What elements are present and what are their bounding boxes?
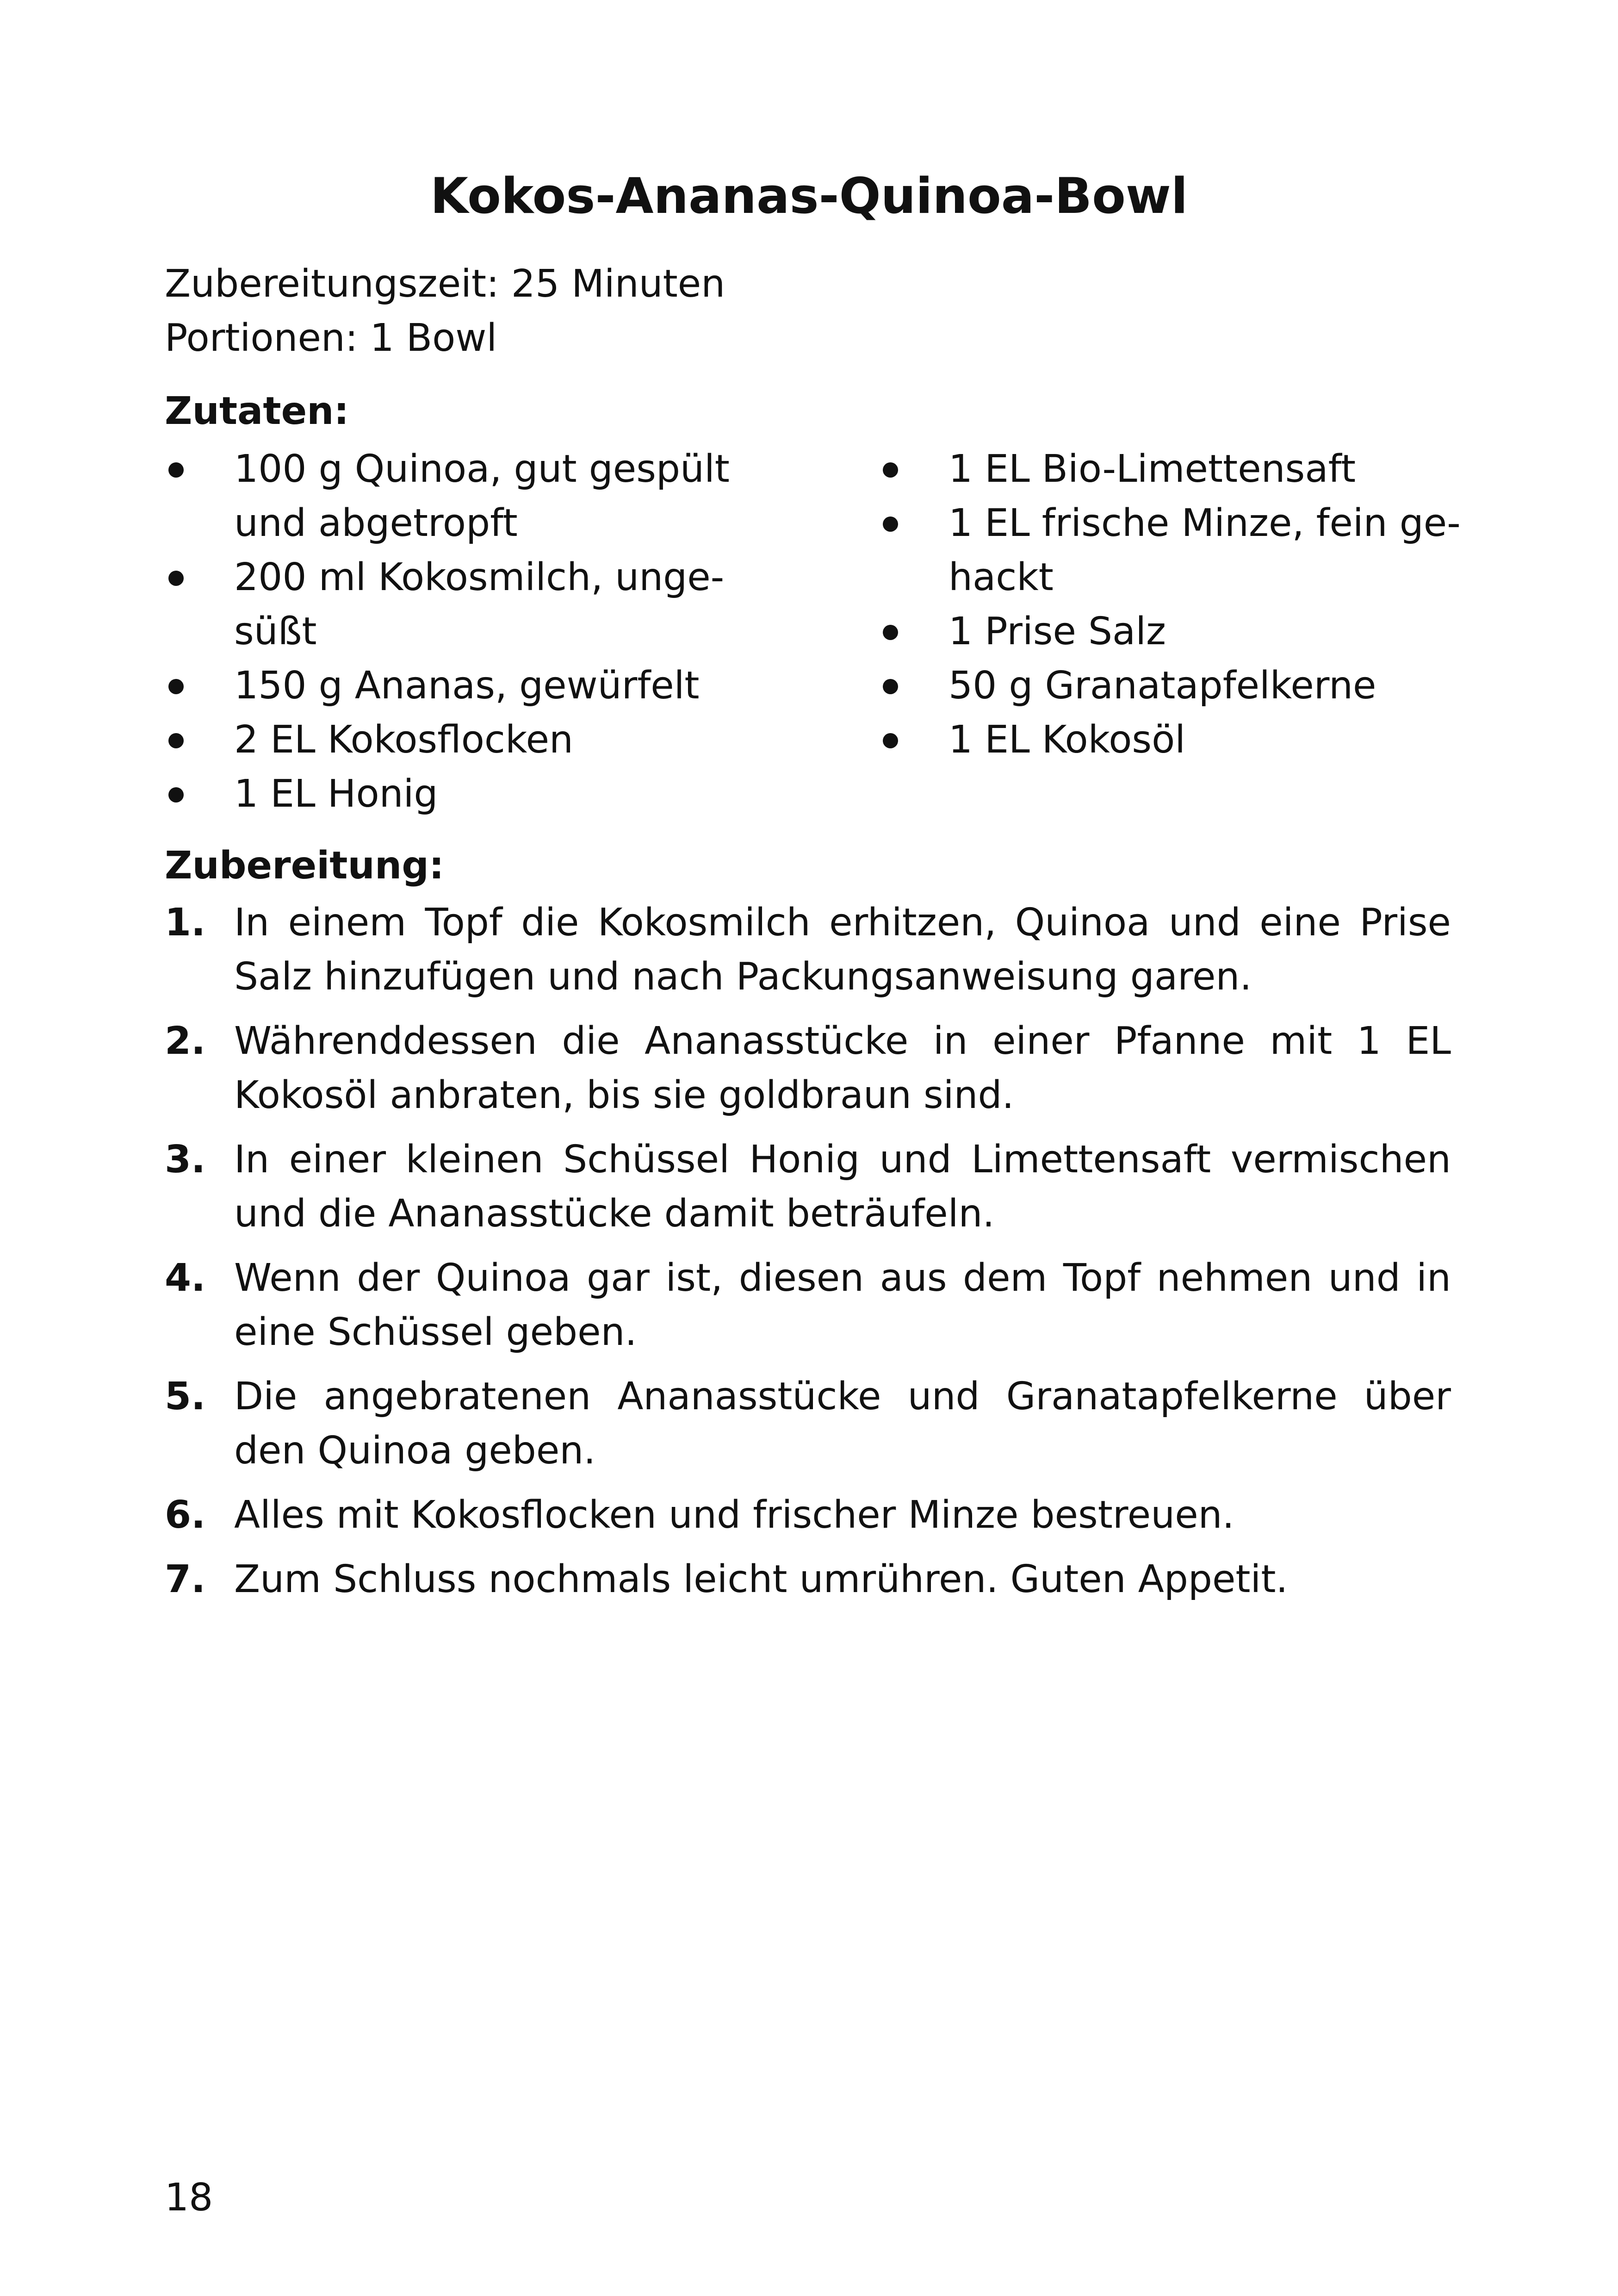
ingredient-text: hackt (948, 555, 1054, 599)
ingredient-text: 200 ml Kokosmilch, unge- (234, 555, 725, 599)
step-text: Zum Schluss nochmals leicht umrühren. Guten Appetit. (234, 1557, 1288, 1601)
ingredient-item (879, 496, 1481, 604)
step-number: 7. (165, 1557, 206, 1601)
preparation-heading: Zubereitung: (165, 844, 444, 888)
preparation-step (165, 1552, 1451, 1606)
prep-time: Zubereitungszeit: 25 Minuten (165, 262, 725, 306)
ingredient-text: 1 EL Kokosöl (948, 718, 1186, 762)
ingredient-item (879, 713, 1481, 767)
step-number: 4. (165, 1256, 206, 1300)
step-text: Alles mit Kokosflocken und frischer Minze bestreuen. (234, 1493, 1234, 1537)
bullet-icon (883, 462, 898, 478)
ingredient-text: 1 Prise Salz (948, 610, 1166, 653)
ingredients-list-left (165, 442, 812, 821)
step-text: In einer kleinen Schüssel Honig und Limettensaft vermischen und die Ananasstücke damit beträufeln. (234, 1138, 1451, 1236)
bullet-icon (168, 787, 184, 803)
ingredient-text: 1 EL Bio-Limettensaft (948, 447, 1356, 491)
step-number: 1. (165, 901, 206, 945)
step-number: 5. (165, 1375, 206, 1419)
ingredient-text: 50 g Granatapfelkerne (948, 664, 1376, 708)
ingredient-item (879, 442, 1481, 496)
bullet-icon (883, 679, 898, 694)
preparation-step (165, 896, 1451, 1004)
bullet-icon (883, 733, 898, 748)
bullet-icon (168, 462, 184, 478)
servings: Portionen: 1 Bowl (165, 316, 497, 360)
ingredient-item (165, 767, 812, 821)
step-text: Wenn der Quinoa gar ist, diesen aus dem Topf nehmen und in eine Schüssel geben. (234, 1256, 1451, 1354)
preparation-step (165, 1488, 1451, 1542)
ingredients-heading: Zutaten: (165, 389, 349, 433)
ingredient-text: 150 g Ananas, gewürfelt (234, 664, 700, 708)
ingredient-item (879, 659, 1481, 713)
bullet-icon (168, 571, 184, 586)
preparation-step (165, 1251, 1451, 1359)
step-number: 6. (165, 1493, 206, 1537)
ingredient-text: 1 EL frische Minze, fein ge- (948, 501, 1461, 545)
preparation-step (165, 1014, 1451, 1122)
step-text: In einem Topf die Kokosmilch erhitzen, Quinoa und eine Prise Salz hinzufügen und nach Packungsanweisung garen. (234, 901, 1451, 999)
ingredient-item (165, 713, 812, 767)
step-number: 2. (165, 1019, 206, 1063)
step-number: 3. (165, 1138, 206, 1182)
ingredient-text: und abgetropft (234, 501, 518, 545)
ingredient-text: 2 EL Kokosflocken (234, 718, 573, 762)
bullet-icon (168, 679, 184, 694)
ingredient-item (165, 550, 812, 659)
ingredient-item (879, 604, 1481, 659)
page-number: 18 (165, 2176, 213, 2220)
preparation-steps (165, 896, 1451, 1617)
preparation-step (165, 1132, 1451, 1241)
step-text: Die angebratenen Ananasstücke und Granatapfelkerne über den Quinoa geben. (234, 1375, 1451, 1473)
ingredient-item (165, 659, 812, 713)
step-text: Währenddessen die Ananasstücke in einer Pfanne mit 1 EL Kokosöl anbraten, bis sie goldbraun sind. (234, 1019, 1451, 1117)
bullet-icon (883, 625, 898, 640)
ingredient-text: 1 EL Honig (234, 772, 438, 816)
preparation-step (165, 1369, 1451, 1478)
ingredient-item (165, 442, 812, 550)
ingredients-list-right (879, 442, 1481, 767)
bullet-icon (883, 516, 898, 532)
ingredient-text: 100 g Quinoa, gut gespült (234, 447, 730, 491)
ingredient-text: süßt (234, 610, 317, 653)
bullet-icon (168, 733, 184, 748)
recipe-title: Kokos-Ananas-Quinoa-Bowl (430, 168, 1188, 224)
